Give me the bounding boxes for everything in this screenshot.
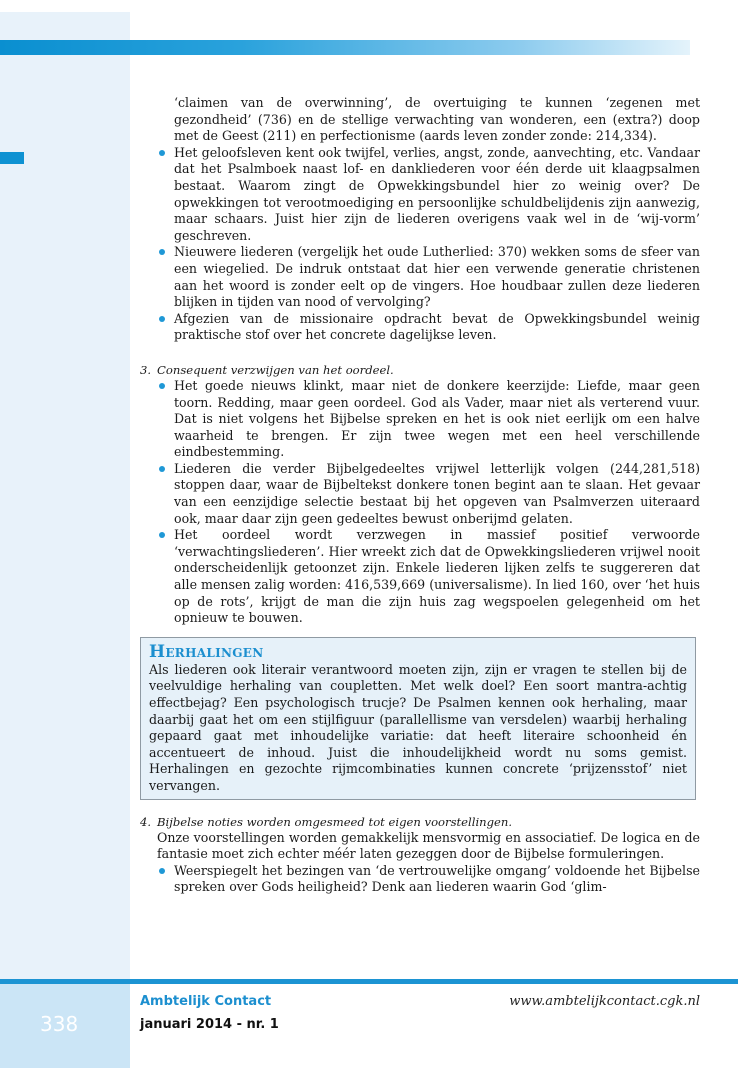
page-number: 338 xyxy=(40,1012,79,1036)
list-item: Weerspiegelt het bezingen van ‘de vertrouwelijke omgang’ voldoende het Bijbelse spreken over Gods heiligheid? Denk aan liederen waarin God ‘glim- xyxy=(140,863,700,896)
magazine-name: Ambtelijk Contact xyxy=(140,994,272,1009)
list-item: Het oordeel wordt verzwegen in massief positief verwoorde ‘verwachtingsliederen’. Hier wreekt zich dat de Opwekkingsliederen vrijwel nooit onderscheidenlijk getoonzet zijn. Enkele liederen lijken zelfs te suggereren dat alle mensen zalig worden: 416,539,669 (universalisme). In lied 160, over ‘het huis op de rots’, krijgt de man die zijn huis zag wegspoelen gelegenheid om het opnieuw te bouwen. xyxy=(140,527,700,627)
section-4-title: Bijbelse noties worden omgesmeed tot eigen voorstellingen. xyxy=(157,814,513,829)
box-text: Als liederen ook literair verantwoord moeten zijn, zijn er vragen te stellen bij de veelvuldige herhaling van coupletten. Met welk doel? Een soort mantra-achtig effectbejag? Een psychologisch trucje? De Psalmen kennen ook herhaling, maar daarbij gaat het om een stijlfiguur (parallellisme van versdelen) waarbij herhaling gepaard gaat met inhoudelijke variatie: dat heeft literaire schoonheid én accentueert de inhoud. Juist die inhoudelijkheid wordt nu soms gemist. Herhalingen en gezochte rijmcombinaties kunnen concrete ‘prijzensstof’ niet vervangen. xyxy=(149,661,687,793)
list-item: Afgezien van de missionaire opdracht bevat de Opwekkingsbundel weinig praktische stof over het concrete dagelijkse leven. xyxy=(140,311,700,344)
section-4-paragraph: Onze voorstellingen worden gemakkelijk mensvormig en associatief. De logica en de fantasie moet zich echter méér laten gezeggen door de Bijbelse formuleringen. xyxy=(157,829,700,862)
list-item: Het geloofsleven kent ook twijfel, verlies, angst, zonde, aanvechting, etc. Vandaar dat het Psalmboek naast lof- en dankliederen voor één derde uit klaagpsalmen bestaat. Waarom zingt de Opwekkingsbundel hier zo weinig over? De opwekkingen tot verootmoediging en persoonlijke schuldbelijdenis zijn aanwezig, maar schaars. Juist hier zijn de liederen overigens vaak wel in de ‘wij-vorm’ geschreven. xyxy=(140,145,700,245)
section-3-number: 3. xyxy=(140,362,152,377)
bullet-list-section-3 xyxy=(140,378,700,627)
left-margin-panel xyxy=(0,12,130,1068)
issue-label: januari 2014 - nr. 1 xyxy=(140,1017,279,1032)
bullet-list-section-4 xyxy=(140,863,700,896)
section-4-number: 4. xyxy=(140,814,152,829)
section-3-title: Consequent verzwijgen van het oordeel. xyxy=(157,362,394,377)
section-3-heading xyxy=(140,362,700,378)
section-4-heading xyxy=(140,814,700,830)
list-item: Nieuwere liederen (vergelijk het oude Lutherlied: 370) wekken soms de sfeer van een wiegelied. De indruk ontstaat dat hier een verwende generatie christenen aan het woord is zonder eelt op de vingers. Hoe houdbaar zullen deze liederen blijken in tijden van nood of vervolging? xyxy=(140,244,700,310)
article-body xyxy=(140,95,700,896)
website-url[interactable]: www.ambtelijkcontact.cgk.nl xyxy=(509,994,700,1009)
list-item: Het goede nieuws klinkt, maar niet de donkere keerzijde: Liefde, maar geen toorn. Redding, maar geen oordeel. God als Vader, maar niet als verterend vuur. Dat is niet volgens het Bijbelse spreken en het is ook niet eerlijk om een halve waarheid te brengen. Er zijn twee wegen met een heel verschillende eindbestemming. xyxy=(140,378,700,461)
side-marker-tab xyxy=(0,152,24,164)
intro-continuation: ‘claimen van de overwinning’, de overtuiging te kunnen ‘zegenen met gezondheid’ (736) en de stellige verwachting van wonderen, een (extra?) doop met de Geest (211) en perfectionisme (aards leven zonder zonde: 214,334). xyxy=(174,95,700,144)
bullet-list-top xyxy=(140,145,700,344)
sidebar-box-herhalingen xyxy=(140,637,696,800)
box-title: Herhalingen xyxy=(149,641,264,662)
header-gradient-band xyxy=(0,40,690,55)
list-item: Liederen die verder Bijbelgedeeltes vrijwel letterlijk volgen (244,281,518) stoppen daar, waar de Bijbeltekst donkere tonen begint aan te slaan. Het gevaar van een eenzijdige selectie bestaat bij het opgeven van Psalmverzen uiteraard ook, maar daar zijn geen gedeeltes bewust onberijmd gelaten. xyxy=(140,461,700,527)
